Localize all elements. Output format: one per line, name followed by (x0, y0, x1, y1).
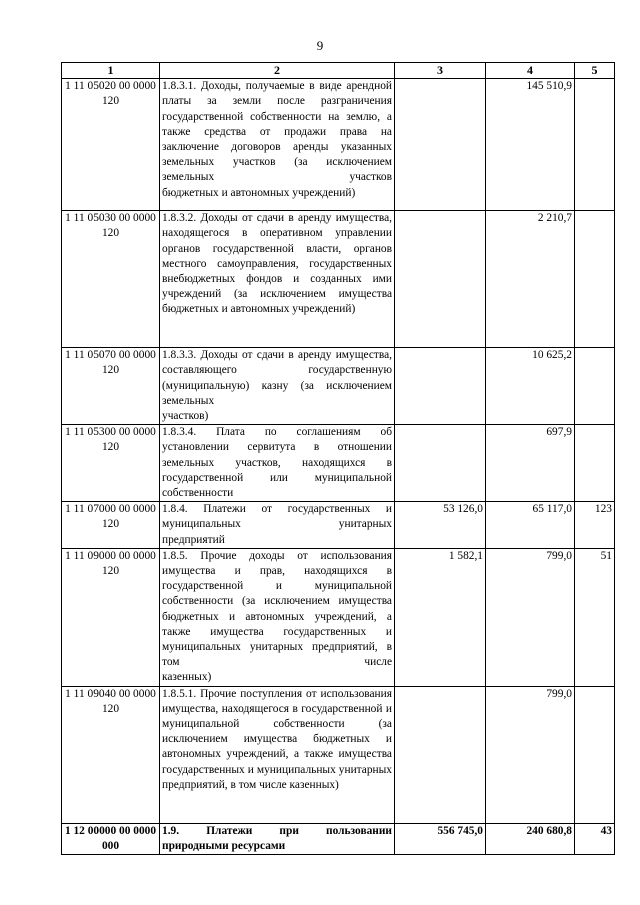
value-cell-col5 (575, 686, 615, 823)
header-cell-3: 3 (395, 63, 486, 79)
description-text-last-line: бюджетных и автономных учреждений) (162, 186, 356, 199)
table-row (62, 425, 615, 502)
description-cell (160, 823, 395, 854)
description-text-last-line: собственности (162, 487, 234, 500)
value-cell-col4: 145 510,9 (486, 79, 575, 211)
value-cell-col3 (395, 79, 486, 211)
budget-code-cell: 1 11 05030 00 0000 120 (62, 211, 160, 348)
value-cell-col4: 65 117,0 (486, 502, 575, 549)
description-cell (160, 548, 395, 686)
value-cell-col4: 2 210,7 (486, 211, 575, 348)
header-cell-2: 2 (160, 63, 395, 79)
value-cell-col5 (575, 348, 615, 425)
description-text-last-line: предприятий (162, 533, 225, 546)
value-cell-col5: 51 (575, 548, 615, 686)
value-cell-col3 (395, 211, 486, 348)
description-text: 1.8.4. Платежи от государственных и муниципальных унитарных (162, 503, 392, 531)
description-text: 1.8.5. Прочие доходы от использования имущества и прав, находящихся в государственной и муниципальной собственности (за исключением имущества бюджетных и автономных учреждений, а также имущества государственных и муниципальных унитарных предприятий, в том числе (162, 549, 392, 669)
description-text-last-line: природными ресурсами (162, 839, 286, 852)
description-text: 1.8.3.3. Доходы от сдачи в аренду имущества, составляющего государственную (муниципальную) казну (за исключением земельных (162, 349, 392, 407)
description-text-last-line: казенных) (162, 671, 212, 684)
header-cell-1: 1 (62, 63, 160, 79)
value-cell-col5 (575, 211, 615, 348)
value-cell-col3: 53 126,0 (395, 502, 486, 549)
budget-code-cell: 1 11 07000 00 0000 120 (62, 502, 160, 549)
description-text: 1.8.3.1. Доходы, получаемые в виде арендной платы за земли после разграничения государственной собственности на землю, а также средства от продажи права на заключение договоров аренды указанных земельных участков (за исключением земельных участков (162, 80, 392, 184)
table-row (62, 548, 615, 686)
value-cell-col3 (395, 686, 486, 823)
value-cell-col4: 10 625,2 (486, 348, 575, 425)
description-text: 1.8.3.2. Доходы от сдачи в аренду имущества, находящегося в оперативном управлении органов государственной власти, органов местного самоуправления, государственных внебюджетных фондов и созданных ими учреждений (за исключением имущества (162, 212, 392, 301)
budget-code-cell: 1 11 05300 00 0000 120 (62, 425, 160, 502)
description-cell (160, 211, 395, 348)
description-text: 1.9. Платежи при пользовании (162, 824, 392, 837)
value-cell-col4: 799,0 (486, 686, 575, 823)
description-cell (160, 79, 395, 211)
value-cell-col4: 697,9 (486, 425, 575, 502)
description-cell (160, 348, 395, 425)
page-number: 9 (316, 38, 324, 53)
table-row (62, 79, 615, 211)
value-cell-col3: 1 582,1 (395, 548, 486, 686)
budget-code-cell: 1 11 05070 00 0000 120 (62, 348, 160, 425)
description-cell (160, 502, 395, 549)
value-cell-col5: 123 (575, 502, 615, 549)
value-cell-col4: 240 680,8 (486, 823, 575, 854)
description-cell (160, 425, 395, 502)
value-cell-col5: 43 (575, 823, 615, 854)
budget-code-cell: 1 12 00000 00 0000 000 (62, 823, 160, 854)
description-text-last-line: предприятий, в том числе казенных) (162, 778, 339, 791)
table-row (62, 211, 615, 348)
description-cell (160, 686, 395, 823)
table-row (62, 686, 615, 823)
header-row (62, 63, 615, 79)
revenue-table (61, 62, 615, 855)
header-cell-5: 5 (575, 63, 615, 79)
table-row (62, 502, 615, 549)
description-text-last-line: участков) (162, 410, 209, 423)
value-cell-col3: 556 745,0 (395, 823, 486, 854)
value-cell-col3 (395, 348, 486, 425)
table-row (62, 823, 615, 854)
value-cell-col5 (575, 425, 615, 502)
header-cell-4: 4 (486, 63, 575, 79)
value-cell-col4: 799,0 (486, 548, 575, 686)
description-text-last-line: бюджетных и автономных учреждений) (162, 303, 356, 316)
budget-code-cell: 1 11 09000 00 0000 120 (62, 548, 160, 686)
budget-code-cell: 1 11 05020 00 0000 120 (62, 79, 160, 211)
value-cell-col5 (575, 79, 615, 211)
value-cell-col3 (395, 425, 486, 502)
table-row (62, 348, 615, 425)
budget-code-cell: 1 11 09040 00 0000 120 (62, 686, 160, 823)
description-text: 1.8.3.4. Плата по соглашениям об установлении сервитута в отношении земельных участков, находящихся в государственной или муниципальной (162, 426, 392, 484)
description-text: 1.8.5.1. Прочие поступления от использования имущества, находящегося в государственной и муниципальной собственности (за исключением имущества бюджетных и автономных учреждений, а также имущества государственных и муниципальных унитарных (162, 687, 392, 776)
